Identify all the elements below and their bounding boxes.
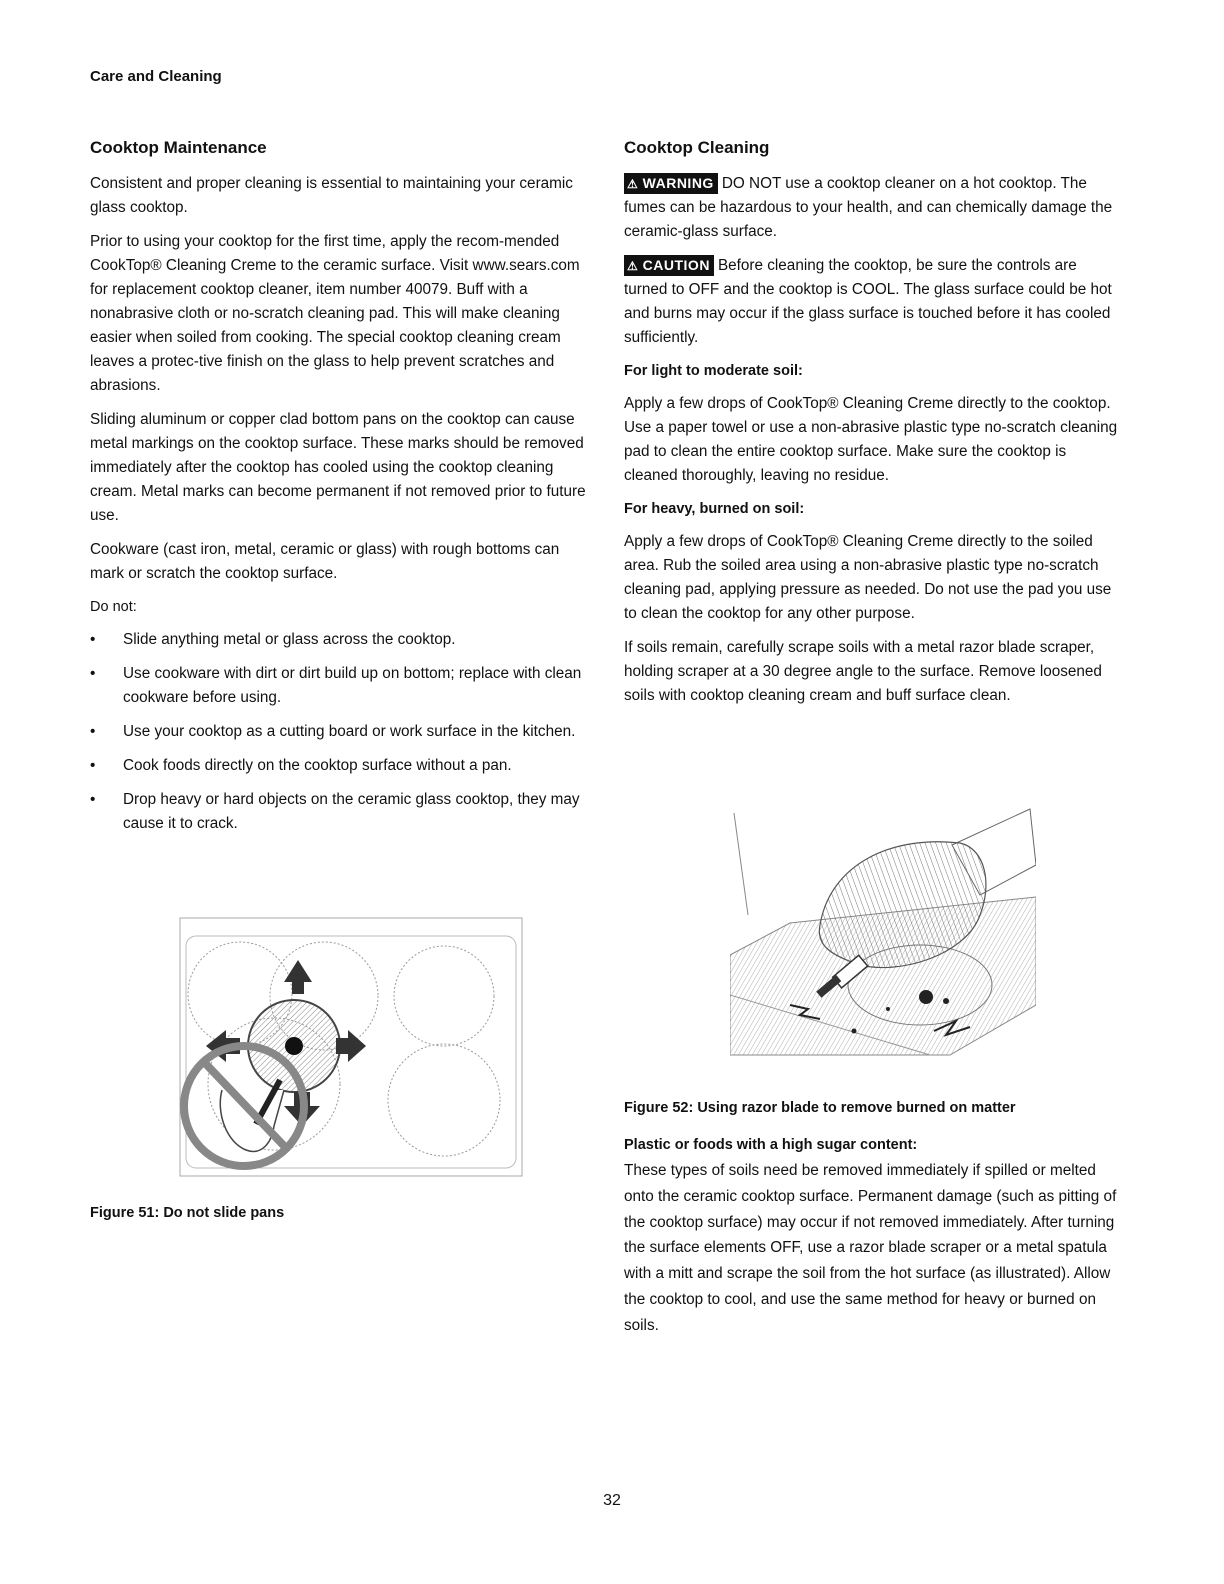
maintenance-para-1: Consistent and proper cleaning is essential to maintaining your ceramic glass cooktop. (90, 175, 573, 216)
maintenance-title: Cooktop Maintenance (90, 138, 267, 157)
caution-badge-label: CAUTION (642, 257, 710, 273)
warning-para (624, 172, 1120, 244)
caution-text: Before cleaning the cooktop, be sure the controls are turned to OFF and the cooktop is COOL. The glass surface could be hot and burns may occur if the glass surface is touched before it has cooled sufficiently. (624, 257, 1112, 346)
caution-triangle-icon: ⚠ (627, 259, 639, 273)
sugar-section (624, 1134, 1124, 1349)
scrape-text: If soils remain, carefully scrape soils with a metal razor blade scraper, holding scraper at a 30 degree angle to the surface. Remove loosened soils with cooktop cleaning cream and buff surface clean. (624, 639, 1102, 704)
figure-52-razor-illustration (730, 805, 1036, 1062)
figure-52-caption: Figure 52: Using razor blade to remove burned on matter (624, 1100, 1016, 1116)
caution-para (624, 254, 1120, 350)
list-item-text: Use cookware with dirt or dirt build up on bottom; replace with clean cookware before using. (123, 665, 582, 706)
warning-badge (624, 173, 718, 194)
do-not-list (90, 628, 586, 836)
sugar-title: Plastic or foods with a high sugar content: (624, 1137, 918, 1153)
list-item (90, 754, 586, 778)
sugar-text: These types of soils need be removed immediately if spilled or melted onto the ceramic cooktop surface. Permanent damage (such as pitting of the cooktop surface) may occur if not removed immediately. After turning the surface elements OFF, use a razor blade scraper or a metal spatula with a mitt and scrape the soil from the hot surface (as illustrated). Allow the cooktop to cool, and use the same method for heavy or burned on soils. (624, 1162, 1117, 1334)
bullet-icon: • (90, 791, 96, 808)
do-not-label: Do not: (90, 599, 137, 615)
list-item-text: Drop heavy or hard objects on the ceramic glass cooktop, they may cause it to crack. (123, 791, 580, 832)
figure-51-caption: Figure 51: Do not slide pans (90, 1205, 285, 1221)
left-column (90, 138, 586, 846)
maintenance-para-2: Prior to using your cooktop for the first time, apply the recom-mended CookTop® Cleaning Creme to the ceramic surface. Visit www.sears.com for replacement cooktop cleaner, item number 40079. Buff with a nonabrasive cloth or no-scratch cleaning pad. This will make cleaning easier when soiled from cooking. The special cooktop cleaning cream leaves a protec-tive finish on the glass to help prevent scratches and abrasions. (90, 233, 580, 394)
list-item-text: Slide anything metal or glass across the cooktop. (123, 631, 456, 648)
list-item-text: Use your cooktop as a cutting board or work surface in the kitchen. (123, 723, 576, 740)
heavy-soil-title: For heavy, burned on soil: (624, 501, 805, 517)
list-item (90, 628, 586, 652)
list-item (90, 662, 586, 710)
maintenance-para-3: Sliding aluminum or copper clad bottom pans on the cooktop can cause metal markings on the cooktop surface. These marks should be removed immediately after the cooktop has cooled using the cooktop cleaning cream. Metal marks can become permanent if not removed prior to future use. (90, 411, 586, 524)
bullet-icon: • (90, 631, 96, 648)
figure-51-cooktop-illustration (176, 912, 526, 1185)
right-column (624, 138, 1120, 718)
caution-badge (624, 255, 714, 276)
bullet-icon: • (90, 665, 96, 682)
warning-text: DO NOT use a cooktop cleaner on a hot cooktop. The fumes can be hazardous to your health, and can chemically damage the ceramic-glass surface. (624, 175, 1113, 240)
bullet-icon: • (90, 757, 96, 774)
cleaning-title: Cooktop Cleaning (624, 138, 770, 157)
heavy-soil-text: Apply a few drops of CookTop® Cleaning Creme directly to the soiled area. Rub the soiled area using a non-abrasive plastic type no-scratch cleaning pad, applying pressure as needed. Do not use the pad you use to clean the cooktop for any other purpose. (624, 533, 1112, 622)
bullet-icon: • (90, 723, 96, 740)
list-item-text: Cook foods directly on the cooktop surface without a pan. (123, 757, 512, 774)
list-item (90, 788, 586, 836)
section-header: Care and Cleaning (90, 68, 222, 85)
maintenance-para-4: Cookware (cast iron, metal, ceramic or glass) with rough bottoms can mark or scratch the cooktop surface. (90, 541, 560, 582)
list-item (90, 720, 586, 744)
light-soil-text: Apply a few drops of CookTop® Cleaning Creme directly to the cooktop. Use a paper towel or use a non-abrasive plastic type no-scratch cleaning pad to clean the entire cooktop surface. Make sure the cooktop is cleaned thoroughly, leaving no residue. (624, 395, 1118, 484)
page-number: 32 (603, 1492, 621, 1509)
warning-triangle-icon: ⚠ (627, 177, 639, 191)
warning-badge-label: WARNING (642, 175, 714, 191)
light-soil-title: For light to moderate soil: (624, 363, 803, 379)
cooktop-do-not-slide-icon (176, 912, 526, 1180)
razor-scraper-mitt-icon (730, 805, 1036, 1057)
